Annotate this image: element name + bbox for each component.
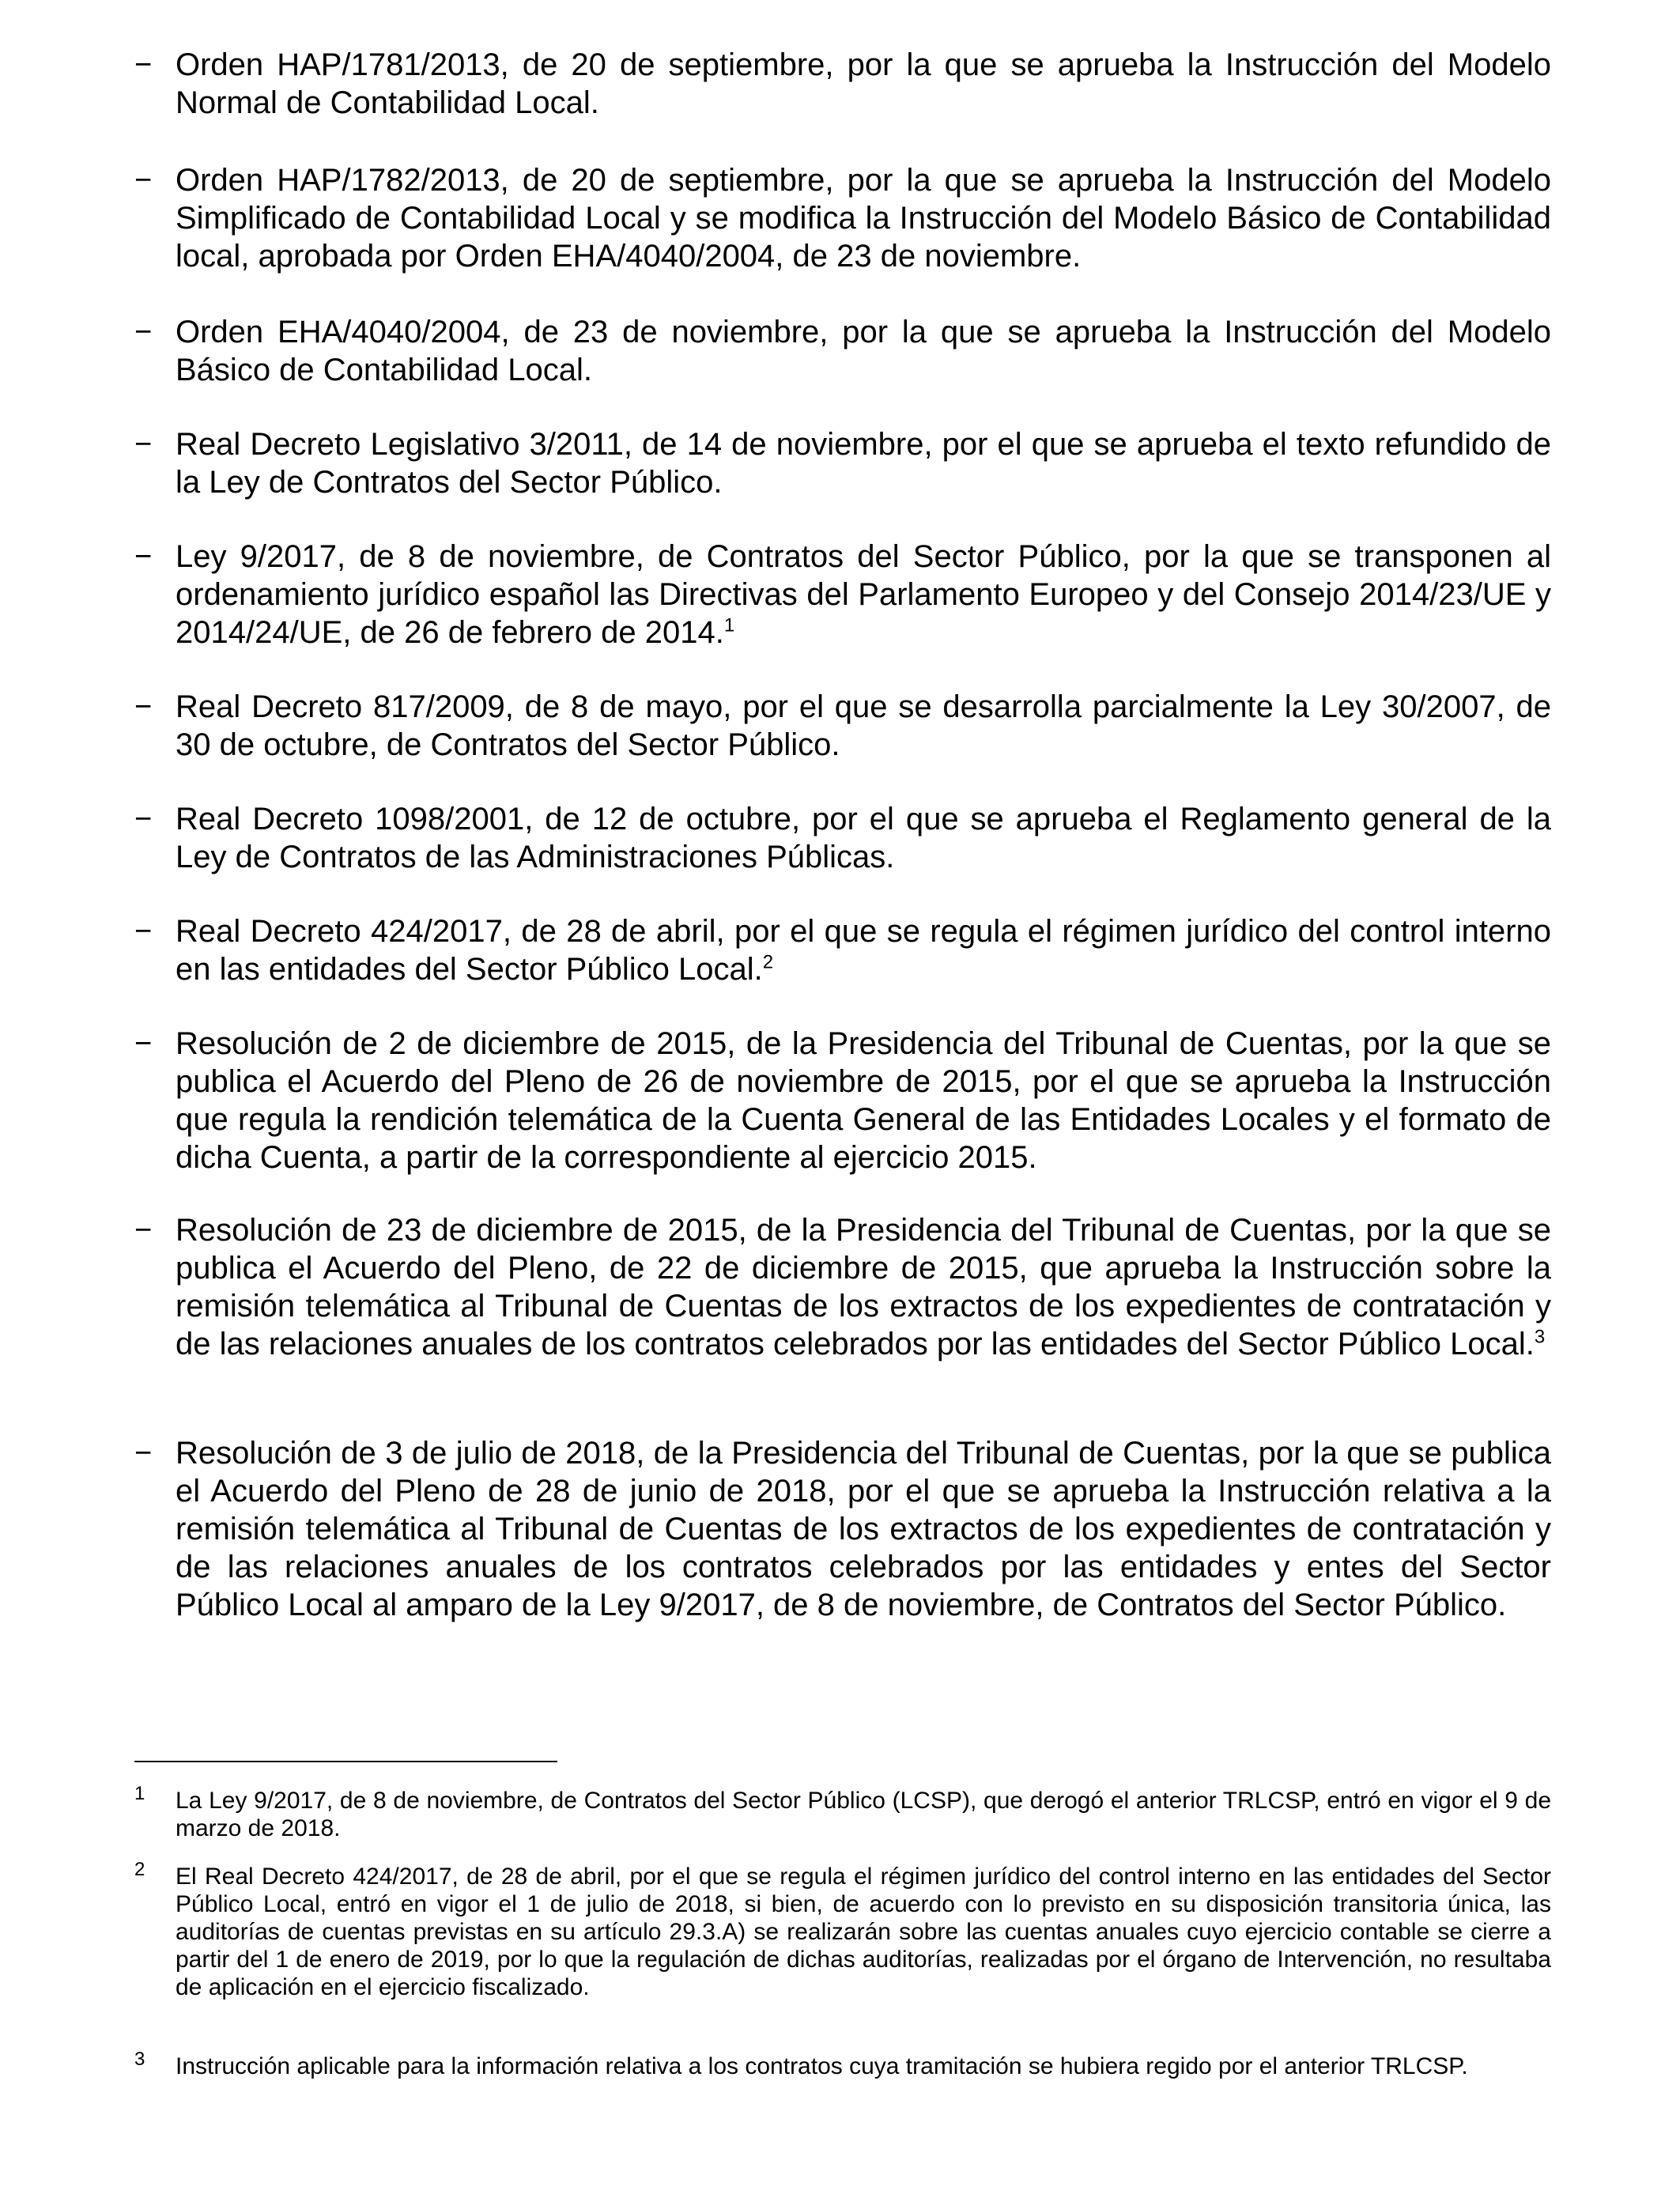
footnote-text: La Ley 9/2017, de 8 de noviembre, de Contratos del Sector Público (LCSP), que derogó el anterior TRLCSP, entró en vigor el 9 de marzo de 2018.	[176, 1788, 1551, 1841]
footnote-text: Instrucción aplicable para la información relativa a los contratos cuya tramitación se hubiera regido por el anterior TRLCSP.	[176, 2053, 1468, 2079]
list-bullet: −	[134, 1214, 153, 1247]
footnote-text: El Real Decreto 424/2017, de 28 de abril, por el que se regula el régimen jurídico del control interno en las entidades del Sector Público Local, entró en vigor el 1 de julio de 2018, si bien, de acuerdo con lo previsto en su disposición transitoria única, las auditorías de cuentas previstas en su artículo 29.3.A) se realizarán sobre las cuentas anuales cuyo ejercicio contable se cierre a partir del 1 de enero de 2019, por lo que la regulación de dichas auditorías, realizadas por el órgano de Intervención, no resultaba de aplicación en el ejercicio fiscalizado.	[176, 1864, 1551, 2000]
list-item-text: Orden HAP/1782/2013, de 20 de septiembre, por la que se aprueba la Instrucción del Modelo Simplificado de Contabilidad Local y se modifica la Instrucción del Modelo Básico de Contabilidad local, aprobada por Orden EHA/4040/2004, de 23 de noviembre.	[176, 163, 1551, 274]
list-item-text: Real Decreto Legislativo 3/2011, de 14 de noviembre, por el que se aprueba el texto refundido de la Ley de Contratos del Sector Público.	[176, 427, 1551, 500]
list-bullet: −	[134, 164, 153, 197]
list-bullet: −	[134, 1437, 153, 1470]
footnote-number: 3	[134, 2049, 145, 2070]
list-bullet: −	[134, 540, 153, 573]
list-bullet: −	[134, 1027, 153, 1060]
list-bullet: −	[134, 802, 153, 836]
list-item-text: Orden HAP/1781/2013, de 20 de septiembre, por la que se aprueba la Instrucción del Modelo Normal de Contabilidad Local.	[176, 47, 1551, 120]
list-item-text: Resolución de 23 de diciembre de 2015, de la Presidencia del Tribunal de Cuentas, por la que se publica el Acuerdo del Pleno, de 22 de diciembre de 2015, que aprueba la Instrucción sobre la remisión telemática al Tribunal de Cuentas de los extractos de los expedientes de contratación y de las relaciones anuales de los contratos celebrados por las entidades del Sector Público Local.$^3$	[176, 1213, 1551, 1361]
list-bullet: −	[134, 690, 153, 723]
list-bullet: −	[134, 315, 153, 349]
list-item-text: Resolución de 3 de julio de 2018, de la Presidencia del Tribunal de Cuentas, por la que se publica el Acuerdo del Pleno de 28 de junio de 2018, por el que se aprueba la Instrucción relativa a la remisión telemática al Tribunal de Cuentas de los extractos de los expedientes de contratación y de las relaciones anuales de los contratos celebrados por las entidades y entes del Sector Público Local al amparo de la Ley 9/2017, de 8 de noviembre, de Contratos del Sector Público.	[176, 1436, 1551, 1622]
list-item-text: Real Decreto 1098/2001, de 12 de octubre, por el que se aprueba el Reglamento general de la Ley de Contratos de las Administraciones Públicas.	[176, 802, 1551, 874]
list-item-text: Resolución de 2 de diciembre de 2015, de la Presidencia del Tribunal de Cuentas, por la que se publica el Acuerdo del Pleno de 26 de noviembre de 2015, por el que se aprueba la Instrucción que regula la rendición telemática de la Cuenta General de las Entidades Locales y el formato de dicha Cuenta, a partir de la correspondiente al ejercicio 2015.	[176, 1026, 1551, 1175]
footnote-separator	[134, 1761, 557, 1762]
footnote-number: 2	[134, 1859, 145, 1880]
list-item-text: Real Decreto 817/2009, de 8 de mayo, por el que se desarrolla parcialmente la Ley 30/2007, de 30 de octubre, de Contratos del Sector Público.	[176, 689, 1551, 762]
footnote-number: 1	[134, 1783, 145, 1804]
list-item-text: Real Decreto 424/2017, de 28 de abril, por el que se regula el régimen jurídico del control interno en las entidades del Sector Público Local.$^2$	[176, 914, 1551, 987]
list-item-text: Ley 9/2017, de 8 de noviembre, de Contratos del Sector Público, por la que se transponen al ordenamiento jurídico español las Directivas del Parlamento Europeo y del Consejo 2014/23/UE y 2014/24/UE, de 26 de febrero de 2014.$^1$	[176, 539, 1551, 650]
list-bullet: −	[134, 428, 153, 461]
list-item-text: Orden EHA/4040/2004, de 23 de noviembre, por la que se aprueba la Instrucción del Modelo Básico de Contabilidad Local.	[176, 315, 1551, 387]
list-bullet: −	[134, 48, 153, 81]
list-bullet: −	[134, 915, 153, 948]
